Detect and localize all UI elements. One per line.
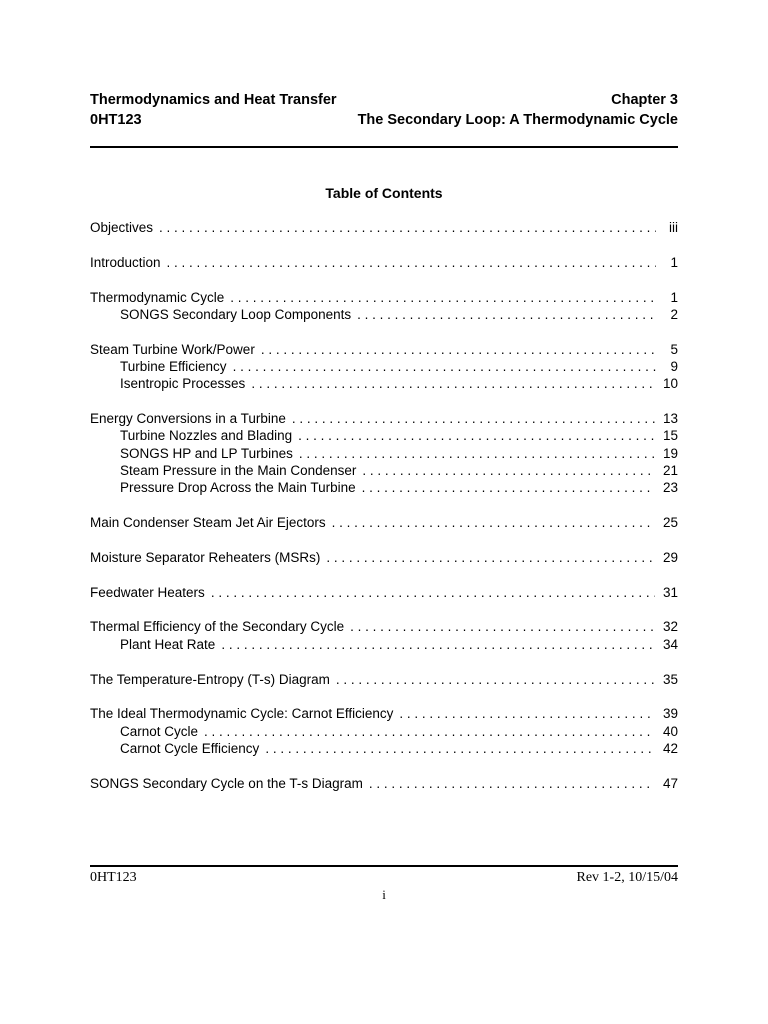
toc-entry[interactable] (90, 705, 678, 722)
toc-dot-leader (357, 306, 656, 323)
table-of-contents (90, 219, 678, 810)
toc-group (90, 514, 678, 531)
header-row-1 (90, 90, 678, 110)
toc-entry-page: iii (669, 220, 678, 235)
toc-entry[interactable] (90, 254, 678, 271)
toc-subentry[interactable] (90, 445, 678, 462)
toc-dot-leader (204, 723, 655, 740)
toc-group (90, 671, 678, 688)
footer-divider (90, 865, 678, 867)
course-code: 0HT123 (90, 112, 142, 128)
page-footer (90, 869, 678, 887)
toc-entry[interactable] (90, 775, 678, 792)
toc-entry[interactable] (90, 549, 678, 566)
toc-entry-label: SONGS HP and LP Turbines (120, 445, 293, 461)
toc-group (90, 341, 678, 393)
toc-entry-label: Isentropic Processes (120, 376, 246, 392)
toc-dot-leader (167, 254, 656, 271)
toc-entry-label: Introduction (90, 254, 161, 270)
toc-group (90, 584, 678, 601)
toc-dot-leader (292, 410, 655, 427)
toc-dot-leader (362, 479, 655, 496)
toc-entry-label: Pressure Drop Across the Main Turbine (120, 480, 356, 496)
chapter-label: Chapter 3 (611, 92, 678, 108)
toc-entry-label: Steam Turbine Work/Power (90, 341, 255, 357)
toc-group (90, 254, 678, 271)
toc-entry-label: Thermodynamic Cycle (90, 289, 225, 305)
toc-entry-page: 39 (662, 706, 678, 722)
toc-group (90, 549, 678, 566)
toc-entry-label: Thermal Efficiency of the Secondary Cycle (90, 619, 345, 635)
toc-entry-label: Carnot Cycle Efficiency (120, 740, 260, 756)
toc-entry-label: SONGS Secondary Loop Components (120, 306, 352, 322)
toc-group (90, 618, 678, 653)
toc-entry-page: 19 (662, 445, 678, 461)
toc-entry[interactable] (90, 618, 678, 635)
toc-entry-label: Main Condenser Steam Jet Air Ejectors (90, 515, 326, 531)
toc-group (90, 775, 678, 792)
toc-entry-page: 29 (662, 549, 678, 565)
toc-entry-label: Plant Heat Rate (120, 636, 216, 652)
toc-entry[interactable] (90, 219, 678, 236)
toc-entry-label: The Temperature-Entropy (T-s) Diagram (90, 671, 330, 687)
toc-entry-page: 23 (662, 480, 678, 496)
toc-dot-leader (251, 375, 655, 392)
toc-dot-leader (265, 740, 655, 757)
toc-entry-label: Feedwater Heaters (90, 584, 205, 600)
toc-subentry[interactable] (90, 375, 678, 392)
toc-subentry[interactable] (90, 723, 678, 740)
toc-entry-page: 13 (662, 411, 678, 427)
footer-code: 0HT123 (90, 870, 137, 885)
toc-dot-leader (221, 636, 655, 653)
toc-entry-page: 34 (662, 636, 678, 652)
toc-subentry[interactable] (90, 740, 678, 757)
toc-entry[interactable] (90, 584, 678, 601)
toc-dot-leader (261, 341, 656, 358)
toc-entry-page: 25 (662, 515, 678, 531)
toc-entry-label: SONGS Secondary Cycle on the T-s Diagram (90, 775, 363, 791)
toc-entry-page: 21 (662, 462, 678, 478)
toc-subentry[interactable] (90, 358, 678, 375)
toc-dot-leader (233, 358, 656, 375)
toc-entry-page: 31 (662, 584, 678, 600)
toc-entry-label: Energy Conversions in a Turbine (90, 411, 286, 427)
page-header (90, 90, 678, 130)
toc-dot-leader (298, 427, 655, 444)
toc-entry-page: 15 (662, 428, 678, 444)
toc-entry-page: 1 (670, 254, 678, 270)
toc-subentry[interactable] (90, 479, 678, 496)
toc-heading: Table of Contents (325, 185, 443, 201)
toc-entry-page: 9 (670, 358, 678, 374)
chapter-title: The Secondary Loop: A Thermodynamic Cycle (357, 112, 678, 128)
toc-entry[interactable] (90, 514, 678, 531)
toc-dot-leader (350, 618, 655, 635)
toc-entry-page: 5 (670, 341, 678, 357)
toc-entry-label: Carnot Cycle (120, 723, 199, 739)
toc-entry-page: 10 (662, 376, 678, 392)
toc-dot-leader (369, 775, 655, 792)
toc-entry[interactable] (90, 671, 678, 688)
toc-subentry[interactable] (90, 636, 678, 653)
toc-entry[interactable] (90, 410, 678, 427)
toc-entry-page: 40 (662, 723, 678, 739)
toc-group (90, 705, 678, 757)
toc-entry-page: 32 (662, 619, 678, 635)
toc-entry-page: 35 (662, 671, 678, 687)
toc-entry-label: Turbine Efficiency (120, 358, 227, 374)
header-divider (90, 146, 678, 148)
toc-group (90, 289, 678, 324)
toc-group (90, 410, 678, 496)
toc-dot-leader (299, 445, 655, 462)
toc-dot-leader (230, 289, 656, 306)
toc-entry-label: Objectives (90, 220, 154, 235)
toc-dot-leader (336, 671, 655, 688)
toc-subentry[interactable] (90, 427, 678, 444)
footer-revision: Rev 1-2, 10/15/04 (576, 870, 678, 885)
toc-entry[interactable] (90, 341, 678, 358)
toc-entry-label: Turbine Nozzles and Blading (120, 428, 293, 444)
toc-entry-label: The Ideal Thermodynamic Cycle: Carnot Efficiency (90, 706, 394, 722)
toc-subentry[interactable] (90, 462, 678, 479)
toc-entry-label: Moisture Separator Reheaters (MSRs) (90, 549, 321, 565)
toc-entry-label: Steam Pressure in the Main Condenser (120, 462, 357, 478)
toc-dot-leader (399, 705, 655, 722)
toc-dot-leader (159, 219, 656, 236)
toc-entry-page: 42 (662, 740, 678, 756)
toc-dot-leader (211, 584, 655, 601)
toc-dot-leader (362, 462, 655, 479)
toc-entry-page: 1 (670, 289, 678, 305)
toc-entry[interactable] (90, 289, 678, 306)
toc-group (90, 219, 678, 236)
toc-subentry[interactable] (90, 306, 678, 323)
toc-dot-leader (326, 549, 655, 566)
header-row-2 (90, 110, 678, 130)
toc-dot-leader (332, 514, 655, 531)
course-title: Thermodynamics and Heat Transfer (90, 92, 337, 108)
toc-entry-page: 2 (670, 306, 678, 322)
toc-entry-page: 47 (662, 775, 678, 791)
page-number: i (382, 887, 386, 902)
